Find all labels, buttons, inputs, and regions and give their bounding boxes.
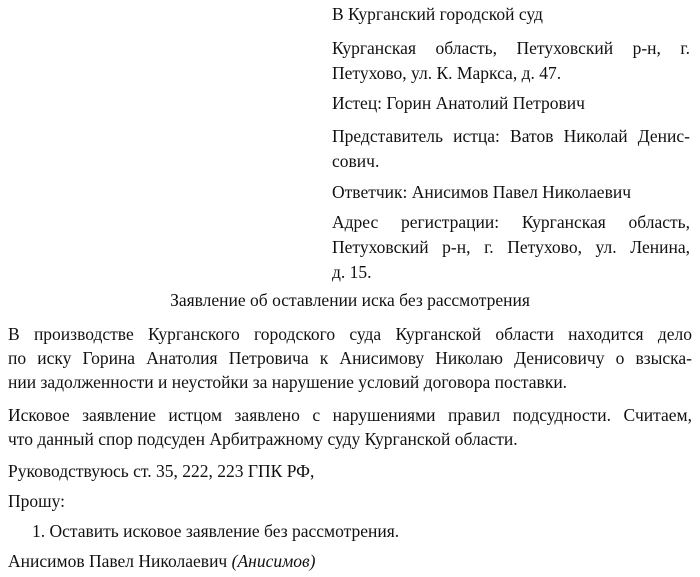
court-address-line-2: Петухово, ул. К. Маркса, д. 47. — [332, 63, 562, 83]
court-name: В Курганский городской суд — [332, 4, 543, 24]
p2-line-2: что данный спор подсуден Арбитражному суду Курганской области. — [8, 429, 518, 449]
request-item-1: 1. Оставить исковое заявление без рассмотрения. — [32, 521, 400, 541]
signature-line — [8, 549, 315, 574]
reg-address-line-1: Адрес регистрации: Курганская область, — [332, 212, 690, 232]
representative-line-2: сович. — [332, 151, 380, 171]
reg-address-line-3: д. 15. — [332, 262, 372, 282]
representative-line-1: Представитель истца: Ватов Николай Денис- — [332, 126, 690, 146]
p1-line-2: по иску Горина Анатолия Петровича к Анисимову Николаю Денисовичу о взыска- — [8, 348, 692, 368]
paragraph-request-heading: Прошу: — [8, 491, 65, 511]
court-address — [332, 36, 690, 86]
defendant: Ответчик: Анисимов Павел Николаевич — [332, 182, 632, 202]
signature-name: Анисимов Павел Николаевич — [8, 551, 228, 571]
p1-line-1: В производстве Курганского городского суда Курганской области находится дело — [8, 324, 692, 344]
signature-handwritten: (Анисимов) — [231, 551, 316, 571]
p2-line-1: Исковое заявление истцом заявлено с нарушениями правил подсудности. Считаем, — [8, 405, 692, 425]
paragraph-legal-basis: Руководствуюсь ст. 35, 222, 223 ГПК РФ, — [8, 461, 315, 481]
registration-address — [332, 210, 690, 285]
document-title: Заявление об оставлении иска без рассмотрения — [170, 290, 530, 310]
representative — [332, 124, 690, 174]
reg-address-line-2: Петуховский р-н, г. Петухово, ул. Ленина, — [332, 237, 690, 257]
court-address-line-1: Курганская область, Петуховский р-н, г. — [332, 38, 690, 58]
plaintiff: Истец: Горин Анатолий Петрович — [332, 93, 585, 113]
p1-line-3: нии задолженности и неустойки за нарушение условий договора поставки. — [8, 372, 568, 392]
